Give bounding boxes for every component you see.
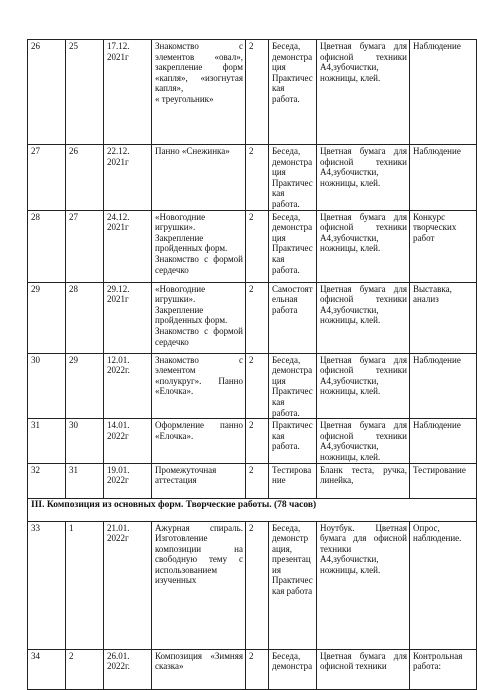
cell-date: 26.01. 2022г. (104, 649, 152, 689)
cell-topic: Ажурная спираль. Изготовление композиции на свободную тему с использованием изученных (152, 521, 246, 649)
cell-control: Контрольная работа: (410, 649, 477, 689)
section-title: III. Композиция из основных форм. Творческие работы. (78 часов) (28, 498, 477, 521)
cell-materials: Цветная бумага для офисной техники А4,зубочистки, ножницы, клей. (317, 419, 410, 463)
cell-form: Беседа, демонстра ция Практичес кая работа. (269, 210, 317, 282)
cell-k: 2 (66, 649, 104, 689)
cell-hours: 2 (246, 353, 269, 419)
section-header-row (28, 498, 477, 521)
table-row (28, 649, 477, 689)
cell-k: 28 (66, 282, 104, 353)
cell-control: Наблюдение (410, 145, 477, 211)
lesson-plan-table (27, 39, 477, 690)
cell-control: Выставка, анализ (410, 282, 477, 353)
cell-topic: Знакомство с элементом «полукруг». Панно «Елочка». (152, 353, 246, 419)
cell-k: 29 (66, 353, 104, 419)
cell-topic: Панно «Снежинка» (152, 145, 246, 211)
cell-hours: 2 (246, 419, 269, 463)
cell-k: 26 (66, 145, 104, 211)
table-row (28, 463, 477, 498)
cell-form: Тестирова ние (269, 463, 317, 498)
cell-hours: 2 (246, 649, 269, 689)
cell-date: 12.01. 2022г. (104, 353, 152, 419)
cell-topic: «Новогодние игрушки». Закрепление пройденных форм. Знакомство с формой сердечко (152, 210, 246, 282)
cell-date: 21.01. 2022г (104, 521, 152, 649)
cell-materials: Цветная бумага для офисной техники А4,зубочистки, ножницы, клей. (317, 282, 410, 353)
cell-n: 32 (28, 463, 66, 498)
cell-control: Конкурс творческих работ (410, 210, 477, 282)
cell-control: Наблюдение (410, 353, 477, 419)
cell-date: 24.12. 2021г (104, 210, 152, 282)
cell-form: Самостоят ельная работа (269, 282, 317, 353)
cell-form: Беседа, демонстра ция Практичес кая работа. (269, 353, 317, 419)
cell-n: 26 (28, 40, 66, 145)
cell-n: 33 (28, 521, 66, 649)
cell-hours: 2 (246, 282, 269, 353)
section-header-body (28, 498, 477, 521)
table-row (28, 353, 477, 419)
cell-k: 30 (66, 419, 104, 463)
table-row (28, 40, 477, 145)
cell-topic: Промежуточная аттестация (152, 463, 246, 498)
cell-form: Беседа, демонстра (269, 649, 317, 689)
cell-topic: Знакомство с элементов «овал», закрепление форм «капля», «изогнутая капля», « треугольник» (152, 40, 246, 145)
cell-date: 17.12. 2021г (104, 40, 152, 145)
cell-n: 30 (28, 353, 66, 419)
cell-date: 29.12. 2021г (104, 282, 152, 353)
cell-date: 22.12. 2021г (104, 145, 152, 211)
cell-form: Практичес кая работа. (269, 419, 317, 463)
cell-hours: 2 (246, 210, 269, 282)
cell-hours: 2 (246, 521, 269, 649)
cell-n: 34 (28, 649, 66, 689)
cell-materials: Бланк теста, ручка, линейка, (317, 463, 410, 498)
cell-date: 19.01. 2022г (104, 463, 152, 498)
table-row (28, 419, 477, 463)
cell-control: Наблюдение (410, 419, 477, 463)
cell-n: 29 (28, 282, 66, 353)
cell-n: 31 (28, 419, 66, 463)
table-body-top (28, 40, 477, 499)
cell-topic: Оформление панно «Елочка». (152, 419, 246, 463)
cell-control: Опрос, наблюдение. (410, 521, 477, 649)
cell-k: 27 (66, 210, 104, 282)
cell-n: 27 (28, 145, 66, 211)
cell-control: Тестирование (410, 463, 477, 498)
cell-materials: Цветная бумага для офисной техники А4,зубочистки, ножницы, клей. (317, 353, 410, 419)
cell-materials: Ноутбук. Цветная бумага для офисной техники А4,зубочистки, ножницы, клей. (317, 521, 410, 649)
cell-hours: 2 (246, 145, 269, 211)
table-row (28, 210, 477, 282)
cell-date: 14.01. 2022г (104, 419, 152, 463)
cell-control: Наблюдение (410, 40, 477, 145)
cell-materials: Цветная бумага для офисной техники А4,зубочистки, ножницы, клей. (317, 40, 410, 145)
cell-k: 31 (66, 463, 104, 498)
cell-form: Беседа, демонстр ация, презентац ия Практичес кая работа (269, 521, 317, 649)
cell-form: Беседа, демонстра ция Практичес кая работа. (269, 40, 317, 145)
cell-hours: 2 (246, 463, 269, 498)
table-row (28, 282, 477, 353)
cell-form: Беседа, демонстра ция Практичес кая работа. (269, 145, 317, 211)
table-row (28, 145, 477, 211)
cell-materials: Цветная бумага для офисной техники (317, 649, 410, 689)
cell-hours: 2 (246, 40, 269, 145)
table-row (28, 521, 477, 649)
cell-k: 25 (66, 40, 104, 145)
cell-k: 1 (66, 521, 104, 649)
cell-materials: Цветная бумага для офисной техники А4,зубочистки, ножницы, клей. (317, 145, 410, 211)
cell-topic: «Новогодние игрушки». Закрепление пройденных форм. Знакомство с формой сердечко (152, 282, 246, 353)
cell-n: 28 (28, 210, 66, 282)
cell-materials: Цветная бумага для офисной техники А4,зубочистки, ножницы, клей. (317, 210, 410, 282)
cell-topic: Композиция «Зимняя сказка» (152, 649, 246, 689)
table-body-bottom (28, 521, 477, 689)
